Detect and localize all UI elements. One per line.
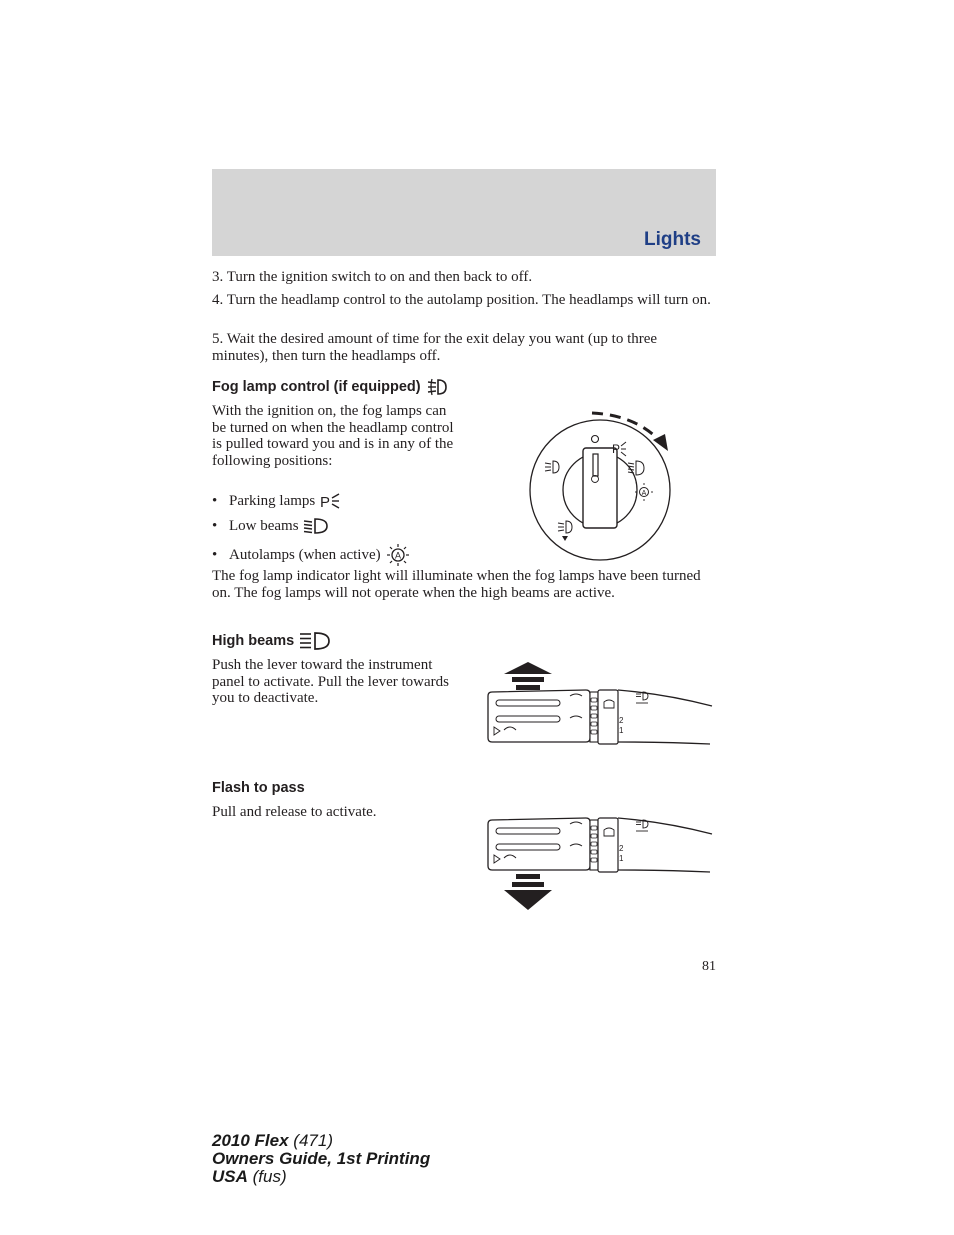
step-3: 3. Turn the ignition switch to on and then back to off. — [212, 269, 533, 285]
autolamps-icon — [385, 543, 411, 567]
footer-line-2 — [212, 1150, 430, 1168]
page-number: 81 — [702, 959, 716, 974]
footer-line-1 — [212, 1132, 430, 1150]
flash-lever-speed-1: 1 — [619, 854, 624, 863]
bullet-parking-lamps-label: Parking lamps — [229, 492, 316, 509]
high-beams-lever-speed-1: 1 — [619, 726, 624, 735]
bullet-low-beams-label: Low beams — [229, 517, 299, 534]
fog-lamp-note — [212, 568, 716, 601]
headlamp-control-figure — [520, 405, 680, 565]
parking-lamps-icon — [319, 492, 341, 510]
bullet-autolamps: • Autolamps (when active) A — [212, 543, 411, 567]
step-4: 4. Turn the headlamp control to the autolamp position. The headlamps will turn on. — [212, 292, 711, 308]
fog-lamp-icon — [426, 377, 448, 397]
step-5: 5. Wait the desired amount of time for the exit delay you want (up to three minutes), then turn the headlamps off. — [212, 331, 658, 364]
high-beams-heading-text: High beams — [212, 633, 295, 649]
flash-to-pass-heading — [212, 780, 305, 796]
section-header — [212, 169, 716, 256]
high-beams-heading — [212, 631, 331, 651]
dial-auto-letter: A — [641, 490, 647, 497]
autolamps-icon-letter: A — [394, 550, 401, 561]
footer-code: (471) — [293, 1131, 333, 1150]
fog-lamp-intro: With the ignition on, the fog lamps can be turned on when the headlamp control is pulled toward you and is in any of the following positions: — [212, 403, 454, 469]
fog-lamp-heading-text: Fog lamp control (if equipped) — [212, 379, 421, 395]
high-beams-lever-figure — [486, 660, 716, 750]
footer-line-3 — [212, 1168, 430, 1186]
bullet-low-beams: • Low beams — [212, 517, 329, 535]
high-beams-lever-speed-2: 2 — [619, 716, 624, 725]
footer-region-code: (fus) — [252, 1167, 287, 1186]
bullet-parking-lamps: • Parking lamps P — [212, 492, 341, 510]
dial-parking-letter: P — [612, 442, 621, 456]
section-title: Lights — [644, 229, 701, 250]
high-beams-icon — [299, 631, 331, 651]
low-beams-icon — [303, 517, 329, 535]
flash-to-pass-heading-text: Flash to pass — [212, 780, 305, 796]
footer-model: 2010 Flex — [212, 1131, 289, 1150]
flash-to-pass-text: Pull and release to activate. — [212, 804, 377, 820]
svg-text:P: P — [320, 494, 331, 510]
bullet-autolamps-label: Autolamps (when active) — [229, 546, 381, 563]
flash-to-pass-lever-figure — [486, 814, 716, 914]
fog-lamp-note-text: The fog lamp indicator light will illuminate when the fog lamps have been turned on. The fog lamps will not operate when the high beams are active. — [212, 568, 701, 601]
footer-region: USA — [212, 1167, 248, 1186]
flash-lever-speed-2: 2 — [619, 844, 624, 853]
footer — [212, 1132, 430, 1186]
high-beams-text: Push the lever toward the instrument panel to activate. Pull the lever towards you to deactivate. — [212, 657, 450, 706]
fog-lamp-heading — [212, 377, 448, 397]
footer-guide: Owners Guide, 1st Printing — [212, 1149, 431, 1168]
